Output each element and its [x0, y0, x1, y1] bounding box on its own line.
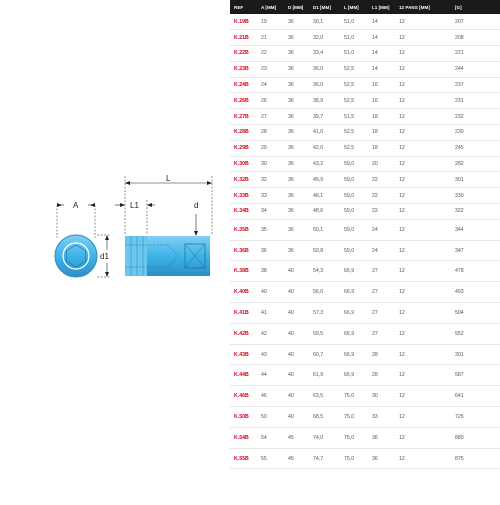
a-cell: 33	[257, 188, 284, 204]
d1-cell: 36,0	[309, 77, 340, 93]
d1-cell: 45,9	[309, 172, 340, 188]
table-row	[230, 140, 500, 156]
d-cell: 40	[284, 303, 309, 324]
header-weight: [G]	[455, 4, 462, 10]
a-cell: 54	[257, 427, 284, 448]
table-row	[230, 188, 500, 204]
ref-cell: K.41B	[230, 303, 257, 324]
weight-cell: 322	[451, 204, 500, 220]
l1-cell: 14	[368, 14, 395, 30]
table-row	[230, 448, 500, 469]
a-cell: 43	[257, 344, 284, 365]
a-cell: 41	[257, 303, 284, 324]
l1-cell: 27	[368, 303, 395, 324]
d-cell: 40	[284, 282, 309, 303]
ref-cell: K.28B	[230, 125, 257, 141]
weight-cell: 231	[451, 93, 500, 109]
table-row	[230, 156, 500, 172]
pans-cell: 12	[395, 109, 451, 125]
pans-cell: 12	[395, 77, 451, 93]
weight-cell: 641	[451, 386, 500, 407]
l-cell: 66,9	[340, 303, 368, 324]
a-cell: 26	[257, 93, 284, 109]
l-cell: 51,0	[340, 30, 368, 46]
weight-cell: 207	[451, 14, 500, 30]
a-cell: 28	[257, 125, 284, 141]
d1-cell: 68,5	[309, 407, 340, 428]
l1-cell: 36	[368, 448, 395, 469]
table-row	[230, 77, 500, 93]
weight-cell: 504	[451, 303, 500, 324]
l1-cell: 22	[368, 172, 395, 188]
d-cell: 36	[284, 240, 309, 261]
d-cell: 40	[284, 261, 309, 282]
d-cell: 40	[284, 365, 309, 386]
table-body	[230, 14, 500, 469]
a-cell: 23	[257, 61, 284, 77]
pans-cell: 12	[395, 448, 451, 469]
table-header-row	[230, 0, 500, 14]
l1-cell: 14	[368, 30, 395, 46]
d-cell: 45	[284, 427, 309, 448]
weight-cell: 230	[451, 125, 500, 141]
a-cell: 50	[257, 407, 284, 428]
pans-cell: 12	[395, 140, 451, 156]
d1-cell: 50,1	[309, 219, 340, 240]
table-row	[230, 386, 500, 407]
a-cell: 44	[257, 365, 284, 386]
d-cell: 45	[284, 448, 309, 469]
l-cell: 59,0	[340, 172, 368, 188]
l-cell: 51,0	[340, 46, 368, 62]
table-row	[230, 172, 500, 188]
d1-cell: 74,0	[309, 427, 340, 448]
weight-cell: 282	[451, 156, 500, 172]
header-d: D [MM]	[288, 4, 304, 10]
l1-cell: 24	[368, 240, 395, 261]
pans-cell: 12	[395, 407, 451, 428]
d-cell: 36	[284, 77, 309, 93]
a-cell: 32	[257, 172, 284, 188]
table-row	[230, 61, 500, 77]
ref-cell: K.50B	[230, 407, 257, 428]
pans-cell: 12	[395, 303, 451, 324]
weight-cell: 344	[451, 219, 500, 240]
table-row	[230, 240, 500, 261]
d1-cell: 41,0	[309, 125, 340, 141]
a-cell: 38	[257, 261, 284, 282]
ref-cell: K.30B	[230, 156, 257, 172]
ref-cell: K.19B	[230, 14, 257, 30]
header-12-pans: 12 PANS [MM]	[399, 4, 430, 10]
weight-cell: 347	[451, 240, 500, 261]
header-a: A [MM]	[261, 4, 277, 10]
pans-cell: 12	[395, 365, 451, 386]
dimension-l1	[115, 200, 155, 234]
d1-cell: 50,8	[309, 240, 340, 261]
d1-cell: 42,0	[309, 140, 340, 156]
table-row	[230, 93, 500, 109]
d1-cell: 59,5	[309, 323, 340, 344]
l1-cell: 27	[368, 261, 395, 282]
weight-cell: 245	[451, 140, 500, 156]
d1-cell: 36,0	[309, 61, 340, 77]
weight-cell: 478	[451, 261, 500, 282]
d-cell: 36	[284, 30, 309, 46]
l-cell: 51,0	[340, 14, 368, 30]
weight-cell: 725	[451, 407, 500, 428]
ref-cell: K.26B	[230, 93, 257, 109]
weight-cell: 208	[451, 30, 500, 46]
l-cell: 75,0	[340, 386, 368, 407]
pans-cell: 12	[395, 204, 451, 220]
d-cell: 36	[284, 219, 309, 240]
weight-cell: 552	[451, 323, 500, 344]
table-row	[230, 14, 500, 30]
a-cell: 35	[257, 219, 284, 240]
l-cell: 66,9	[340, 323, 368, 344]
socket-drawing-svg	[0, 0, 230, 500]
l-cell: 59,0	[340, 204, 368, 220]
d-cell: 36	[284, 46, 309, 62]
weight-cell: 221	[451, 46, 500, 62]
d-cell: 36	[284, 125, 309, 141]
dimension-d	[194, 201, 198, 236]
d-cell: 36	[284, 204, 309, 220]
d1-cell: 32,0	[309, 30, 340, 46]
weight-cell: 587	[451, 365, 500, 386]
l-cell: 75,0	[340, 407, 368, 428]
header-l: L [MM]	[344, 4, 359, 10]
d-cell: 40	[284, 344, 309, 365]
pans-cell: 12	[395, 14, 451, 30]
dimension-d1	[97, 235, 110, 277]
d-cell: 36	[284, 61, 309, 77]
l-cell: 66,9	[340, 344, 368, 365]
ref-cell: K.35B	[230, 219, 257, 240]
d1-cell: 30,1	[309, 14, 340, 30]
a-cell: 42	[257, 323, 284, 344]
ref-cell: K.21B	[230, 30, 257, 46]
d1-cell: 57,3	[309, 303, 340, 324]
header-l1: L1 [MM]	[372, 4, 390, 10]
weight-cell: 330	[451, 188, 500, 204]
l1-cell: 18	[368, 125, 395, 141]
d1-cell: 56,0	[309, 282, 340, 303]
l-cell: 52,5	[340, 125, 368, 141]
dimension-l-label: L	[166, 174, 171, 183]
d-cell: 36	[284, 140, 309, 156]
ref-cell: K.29B	[230, 140, 257, 156]
ref-cell: K.54B	[230, 427, 257, 448]
weight-cell: 237	[451, 77, 500, 93]
ref-cell: K.32B	[230, 172, 257, 188]
weight-cell: 232	[451, 109, 500, 125]
a-cell: 55	[257, 448, 284, 469]
weight-cell: 880	[451, 427, 500, 448]
d-cell: 40	[284, 407, 309, 428]
pans-cell: 12	[395, 386, 451, 407]
weight-cell: 301	[451, 344, 500, 365]
pans-cell: 12	[395, 156, 451, 172]
table-row	[230, 427, 500, 448]
dimension-a-label: A	[73, 201, 79, 210]
l1-cell: 30	[368, 386, 395, 407]
ref-cell: K.43B	[230, 344, 257, 365]
l-cell: 59,0	[340, 240, 368, 261]
l1-cell: 20	[368, 156, 395, 172]
pans-cell: 12	[395, 172, 451, 188]
table-row	[230, 323, 500, 344]
socket-end-view	[55, 235, 97, 277]
l-cell: 59,0	[340, 219, 368, 240]
dimension-d1-label: d1	[100, 252, 109, 261]
l1-cell: 24	[368, 219, 395, 240]
l-cell: 59,0	[340, 156, 368, 172]
a-cell: 22	[257, 46, 284, 62]
l1-cell: 14	[368, 46, 395, 62]
l1-cell: 22	[368, 204, 395, 220]
d1-cell: 63,5	[309, 386, 340, 407]
table-row	[230, 219, 500, 240]
l1-cell: 14	[368, 61, 395, 77]
l1-cell: 36	[368, 427, 395, 448]
l-cell: 66,9	[340, 261, 368, 282]
table-row	[230, 46, 500, 62]
d1-cell: 74,7	[309, 448, 340, 469]
a-cell: 19	[257, 14, 284, 30]
l-cell: 52,5	[340, 93, 368, 109]
ref-cell: K.34B	[230, 204, 257, 220]
l1-cell: 27	[368, 323, 395, 344]
a-cell: 46	[257, 386, 284, 407]
l1-cell: 28	[368, 365, 395, 386]
l-cell: 59,0	[340, 188, 368, 204]
d1-cell: 61,9	[309, 365, 340, 386]
weight-cell: 875	[451, 448, 500, 469]
pans-cell: 12	[395, 261, 451, 282]
ref-cell: K.22B	[230, 46, 257, 62]
ref-cell: K.42B	[230, 323, 257, 344]
d-cell: 36	[284, 109, 309, 125]
d-cell: 40	[284, 386, 309, 407]
pans-cell: 12	[395, 46, 451, 62]
l-cell: 75,0	[340, 427, 368, 448]
ref-cell: K.36B	[230, 240, 257, 261]
socket-technical-drawing	[0, 0, 230, 500]
table-row	[230, 344, 500, 365]
pans-cell: 12	[395, 30, 451, 46]
l-cell: 75,0	[340, 448, 368, 469]
d1-cell: 38,9	[309, 93, 340, 109]
pans-cell: 12	[395, 427, 451, 448]
l1-cell: 22	[368, 188, 395, 204]
table-row	[230, 282, 500, 303]
l-cell: 52,5	[340, 61, 368, 77]
a-cell: 40	[257, 282, 284, 303]
table-row	[230, 204, 500, 220]
table-row	[230, 261, 500, 282]
pans-cell: 12	[395, 61, 451, 77]
l-cell: 52,5	[340, 77, 368, 93]
a-cell: 29	[257, 140, 284, 156]
ref-cell: K.38B	[230, 261, 257, 282]
pans-cell: 12	[395, 240, 451, 261]
dimension-d-label: d	[194, 201, 199, 210]
d1-cell: 54,3	[309, 261, 340, 282]
d-cell: 36	[284, 14, 309, 30]
d1-cell: 60,7	[309, 344, 340, 365]
ref-cell: K.23B	[230, 61, 257, 77]
ref-cell: K.40B	[230, 282, 257, 303]
table-row	[230, 30, 500, 46]
a-cell: 24	[257, 77, 284, 93]
d1-cell: 43,2	[309, 156, 340, 172]
pans-cell: 12	[395, 344, 451, 365]
a-cell: 27	[257, 109, 284, 125]
d1-cell: 33,4	[309, 46, 340, 62]
ref-cell: K.46B	[230, 386, 257, 407]
ref-cell: K.55B	[230, 448, 257, 469]
ref-cell: K.33B	[230, 188, 257, 204]
table-row	[230, 303, 500, 324]
socket-spec-table	[230, 0, 500, 469]
l-cell: 51,5	[340, 109, 368, 125]
ref-cell: K.24B	[230, 77, 257, 93]
pans-cell: 12	[395, 323, 451, 344]
d-cell: 36	[284, 172, 309, 188]
l1-cell: 33	[368, 407, 395, 428]
a-cell: 34	[257, 204, 284, 220]
d-cell: 36	[284, 188, 309, 204]
d-cell: 36	[284, 156, 309, 172]
pans-cell: 12	[395, 282, 451, 303]
l1-cell: 18	[368, 140, 395, 156]
table-row	[230, 109, 500, 125]
table-row	[230, 365, 500, 386]
pans-cell: 12	[395, 125, 451, 141]
dimension-l1-label: L1	[130, 201, 139, 210]
l-cell: 66,9	[340, 282, 368, 303]
table-row	[230, 125, 500, 141]
l-cell: 66,9	[340, 365, 368, 386]
d1-cell: 39,7	[309, 109, 340, 125]
weight-cell: 301	[451, 172, 500, 188]
l1-cell: 28	[368, 344, 395, 365]
weight-cell: 493	[451, 282, 500, 303]
a-cell: 30	[257, 156, 284, 172]
l-cell: 52,5	[340, 140, 368, 156]
a-cell: 36	[257, 240, 284, 261]
pans-cell: 12	[395, 219, 451, 240]
header-d1: D1 [MM]	[313, 4, 331, 10]
l1-cell: 16	[368, 93, 395, 109]
dimension-a	[57, 201, 95, 238]
l1-cell: 18	[368, 109, 395, 125]
l1-cell: 16	[368, 77, 395, 93]
weight-cell: 244	[451, 61, 500, 77]
table-row	[230, 407, 500, 428]
socket-side-view	[125, 236, 210, 276]
ref-cell: K.27B	[230, 109, 257, 125]
ref-cell: K.44B	[230, 365, 257, 386]
l1-cell: 27	[368, 282, 395, 303]
pans-cell: 12	[395, 93, 451, 109]
socket-spec-table-container	[230, 0, 500, 500]
a-cell: 21	[257, 30, 284, 46]
d-cell: 36	[284, 93, 309, 109]
header-ref: REF	[234, 4, 244, 10]
d1-cell: 48,6	[309, 204, 340, 220]
d-cell: 40	[284, 323, 309, 344]
d1-cell: 48,1	[309, 188, 340, 204]
pans-cell: 12	[395, 188, 451, 204]
